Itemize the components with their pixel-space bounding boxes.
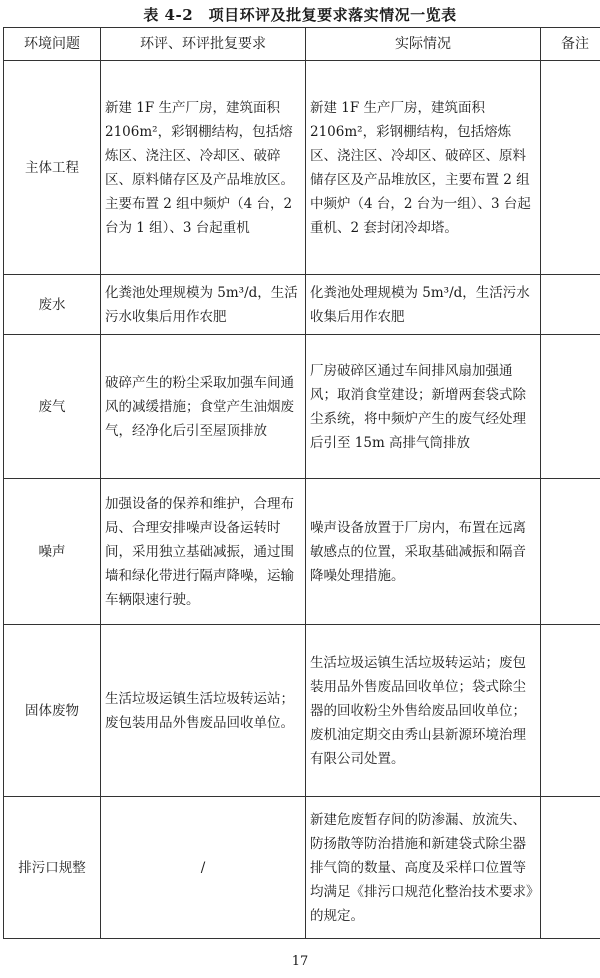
- table-header-row: [4, 28, 600, 61]
- table-caption: 表 4-2 项目环评及批复要求落实情况一览表: [143, 6, 457, 24]
- cell-requirement: 新建 1F 生产厂房，建筑面积 2106m²，彩钢棚结构，包括熔炼区、浇注区、冷却区、破碎区、原料储存区及产品堆放区。主要布置 2 组中频炉（4 台，2 台为 1 组）、3 台起重机: [101, 61, 306, 275]
- table-row: [4, 335, 600, 479]
- table-row: [4, 797, 600, 939]
- table-row: [4, 625, 600, 797]
- header-actual: 实际情况: [306, 28, 541, 61]
- header-requirement: 环评、环评批复要求: [101, 28, 306, 61]
- header-note: 备注: [541, 28, 600, 61]
- cell-note: [541, 61, 600, 275]
- cell-actual: 厂房破碎区通过车间排风扇加强通风；取消食堂建设；新增两套袋式除尘系统，将中频炉产生的废气经处理后引至 15m 高排气筒排放: [306, 335, 541, 479]
- cell-note: [541, 335, 600, 479]
- cell-requirement: 化粪池处理规模为 5m³/d，生活污水收集后用作农肥: [101, 275, 306, 335]
- cell-note: [541, 275, 600, 335]
- cell-requirement: /: [101, 797, 306, 939]
- cell-note: [541, 625, 600, 797]
- requirements-table: [3, 27, 600, 939]
- cell-issue: 废水: [4, 275, 101, 335]
- cell-actual: 噪声设备放置于厂房内，布置在远离敏感点的位置，采取基础减振和隔音降噪处理措施。: [306, 479, 541, 625]
- cell-note: [541, 479, 600, 625]
- cell-actual: 生活垃圾运镇生活垃圾转运站；废包装用品外售废品回收单位；袋式除尘器的回收粉尘外售给废品回收单位；废机油定期交由秀山县新源环境治理有限公司处置。: [306, 625, 541, 797]
- cell-actual: 化粪池处理规模为 5m³/d，生活污水收集后用作农肥: [306, 275, 541, 335]
- cell-issue: 主体工程: [4, 61, 101, 275]
- cell-requirement: 生活垃圾运镇生活垃圾转运站；废包装用品外售废品回收单位。: [101, 625, 306, 797]
- cell-issue: 噪声: [4, 479, 101, 625]
- header-issue: 环境问题: [4, 28, 101, 61]
- cell-issue: 废气: [4, 335, 101, 479]
- cell-issue: 固体废物: [4, 625, 101, 797]
- table-row: [4, 479, 600, 625]
- cell-requirement: 加强设备的保养和维护，合理布局、合理安排噪声设备运转时间，采用独立基础减振，通过围墙和绿化带进行隔声降噪，运输车辆限速行驶。: [101, 479, 306, 625]
- cell-actual: 新建 1F 生产厂房，建筑面积 2106m²，彩钢棚结构，包括熔炼区、浇注区、冷却区、破碎区、原料储存区及产品堆放区，主要布置 2 组中频炉（4 台，2 台为一组）、3 台起重机、2 套封闭冷却塔。: [306, 61, 541, 275]
- cell-note: [541, 797, 600, 939]
- page-number: 17: [291, 954, 309, 969]
- cell-requirement: 破碎产生的粉尘采取加强车间通风的减缓措施；食堂产生油烟废气，经净化后引至屋顶排放: [101, 335, 306, 479]
- cell-actual: 新建危废暂存间的防渗漏、放流失、防扬散等防治措施和新建袋式除尘器排气筒的数量、高度及采样口位置等均满足《排污口规范化整治技术要求》的规定。: [306, 797, 541, 939]
- table-row: [4, 61, 600, 275]
- table-row: [4, 275, 600, 335]
- cell-issue: 排污口规整: [4, 797, 101, 939]
